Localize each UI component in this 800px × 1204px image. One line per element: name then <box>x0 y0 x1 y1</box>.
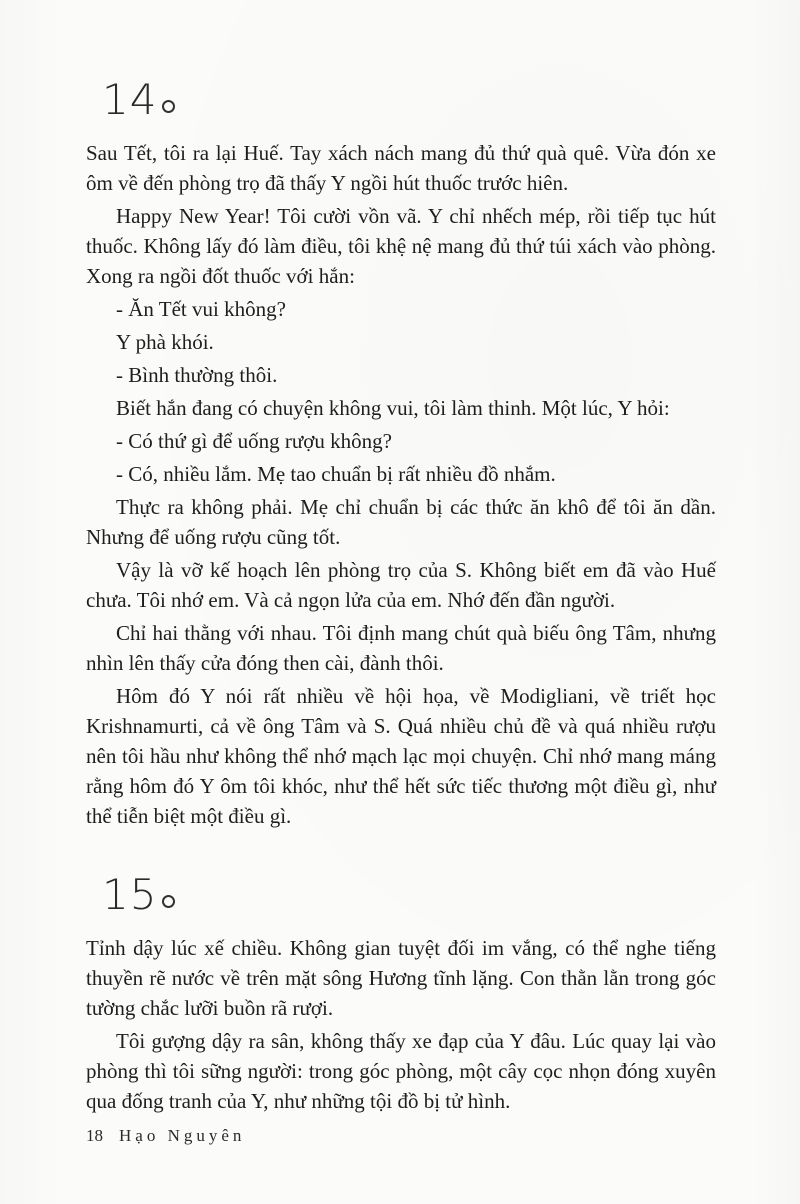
page-footer <box>86 1126 245 1146</box>
page-number: 18 <box>86 1126 103 1145</box>
paragraph: Chỉ hai thằng với nhau. Tôi định mang chút quà biếu ông Tâm, nhưng nhìn lên thấy cửa đóng then cài, đành thôi. <box>86 621 716 675</box>
period-circle-icon <box>162 100 175 113</box>
paragraph: Hôm đó Y nói rất nhiều về hội họa, về Modigliani, về triết học Krishnamurti, cả về ông Tâm và S. Quá nhiều chủ đề và quá nhiều rượu nên tôi hầu như không thể nhớ mạch lạc mọi chuyện. Chỉ nhớ mang máng rằng hôm đó Y ôm tôi khóc, như thể hết sức tiếc thương một điều gì, như thể tiễn biệt một điều gì. <box>86 684 716 828</box>
period-circle-icon <box>162 895 175 908</box>
dialogue-line: - Bình thường thôi. <box>116 363 278 387</box>
section-number: 14 <box>102 75 158 124</box>
paragraph: Thực ra không phải. Mẹ chỉ chuẩn bị các thức ăn khô để tôi ăn dần. Nhưng để uống rượu cũng tốt. <box>86 495 716 549</box>
section-heading-14 <box>102 76 716 124</box>
paragraph: Sau Tết, tôi ra lại Huế. Tay xách nách mang đủ thứ quà quê. Vừa đón xe ôm về đến phòng trọ đã thấy Y ngồi hút thuốc trước hiên. <box>86 141 716 195</box>
paragraph: Biết hắn đang có chuyện không vui, tôi làm thinh. Một lúc, Y hỏi: <box>116 396 670 420</box>
dialogue-line: - Có, nhiều lắm. Mẹ tao chuẩn bị rất nhiều đồ nhắm. <box>116 462 556 486</box>
paragraph: Happy New Year! Tôi cười vồn vã. Y chỉ nhếch mép, rồi tiếp tục hút thuốc. Không lấy đó làm điều, tôi khệ nệ mang đủ thứ túi xách vào phòng. Xong ra ngồi đốt thuốc với hắn: <box>86 204 716 288</box>
dialogue-line: - Có thứ gì để uống rượu không? <box>116 429 392 453</box>
section-number: 15 <box>102 870 158 919</box>
dialogue-line: - Ăn Tết vui không? <box>116 297 286 321</box>
paragraph: Y phà khói. <box>116 330 214 354</box>
author-name: Hạo Nguyên <box>119 1126 246 1145</box>
paragraph: Tôi gượng dậy ra sân, không thấy xe đạp của Y đâu. Lúc quay lại vào phòng thì tôi sững người: trong góc phòng, một cây cọc nhọn đóng xuyên qua đống tranh của Y, như những tội đồ bị tử hình. <box>86 1029 716 1113</box>
paragraph: Vậy là vỡ kế hoạch lên phòng trọ của S. Không biết em đã vào Huế chưa. Tôi nhớ em. Và cả ngọn lửa của em. Nhớ đến đần người. <box>86 558 716 612</box>
section-heading-15 <box>102 871 716 919</box>
paragraph: Tỉnh dậy lúc xế chiều. Không gian tuyệt đối im vắng, có thể nghe tiếng thuyền rẽ nước về trên mặt sông Hương tĩnh lặng. Con thằn lằn trong góc tường chắc lưỡi buồn rã rượi. <box>86 936 716 1020</box>
